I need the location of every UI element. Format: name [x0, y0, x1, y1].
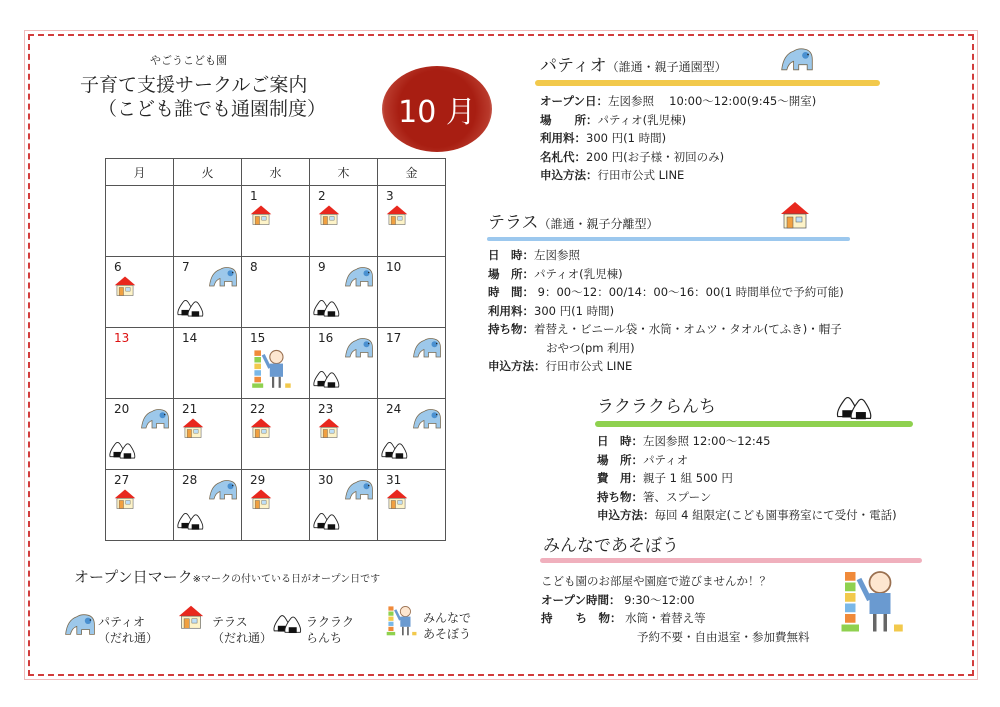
terrace-title: テラス	[488, 213, 539, 233]
onigiri-icon-graphic	[380, 439, 410, 459]
info-row	[597, 506, 897, 525]
day-number: 15	[250, 331, 266, 345]
legend-onigiri-icon	[272, 612, 304, 634]
terrace-subtitle: （誰通・親子分離型）	[538, 217, 659, 231]
onigiri-icon	[312, 510, 342, 530]
info-value: 行田市公式 LINE	[597, 168, 685, 182]
day-number: 28	[182, 473, 198, 487]
elephant-icon-graphic	[208, 265, 238, 288]
legend-label-line1: テラス	[212, 615, 248, 629]
elephant-icon-graphic	[344, 336, 374, 359]
children-playing-icon	[838, 565, 908, 635]
onigiri-icon	[176, 510, 206, 530]
info-value: 箸、スプーン	[643, 489, 712, 504]
info-row	[488, 339, 844, 358]
calendar-day-cell	[242, 257, 310, 328]
house-icon	[318, 417, 340, 439]
elephant-icon	[208, 265, 238, 288]
day-number: 22	[250, 402, 266, 416]
info-label: 申込方法：	[488, 359, 546, 373]
legend-label	[212, 614, 272, 646]
elephant-icon	[412, 407, 442, 430]
calendar-day-cell	[174, 186, 242, 257]
onigiri-icon-graphic	[312, 368, 342, 388]
legend-label	[423, 610, 471, 642]
elephant-icon	[344, 478, 374, 501]
house-icon-graphic	[182, 417, 204, 439]
calendar-day-cell	[106, 328, 174, 399]
info-value: パティオ	[643, 452, 689, 467]
terrace-info	[488, 246, 844, 376]
info-label: 日 時：	[488, 248, 534, 262]
day-number: 10	[386, 260, 402, 274]
onigiri-icon	[108, 439, 138, 459]
calendar-day-cell	[174, 257, 242, 328]
page-subtitle: （こども誰でも通園制度）	[98, 98, 327, 120]
house-icon	[250, 488, 272, 510]
legend-elephant-icon	[64, 612, 96, 636]
house-icon	[182, 417, 204, 439]
calendar-week	[106, 257, 446, 328]
play-title: みんなであそぼう	[543, 536, 679, 556]
house-icon-graphic	[780, 200, 810, 230]
info-label: オープン時間：	[541, 592, 621, 607]
calendar-day-cell	[106, 186, 174, 257]
calendar-day-cell	[310, 399, 378, 470]
house-icon	[114, 488, 136, 510]
info-value: 毎回 4 組限定(こども園事務室にて受付・電話)	[654, 508, 897, 522]
calendar-day-cell	[378, 399, 446, 470]
house-icon-graphic	[318, 417, 340, 439]
legend-label	[306, 614, 354, 646]
kid-icon-graphic	[838, 565, 908, 635]
day-number: 8	[250, 260, 258, 274]
info-value: 200 円(お子様・初回のみ)	[586, 149, 725, 164]
info-value: おやつ(pm 利用)	[546, 340, 635, 355]
house-icon	[114, 275, 136, 297]
elephant-icon-graphic	[412, 336, 442, 359]
info-row	[488, 357, 844, 376]
info-label: オープン日：	[540, 94, 608, 108]
elephant-icon	[208, 478, 238, 501]
info-row	[540, 166, 816, 185]
lunch-underline	[595, 421, 913, 427]
info-value: 親子 1 組 500 円	[643, 471, 733, 485]
day-number: 21	[182, 402, 198, 416]
info-value: 左図参照 10:00～12:00(9:45～開室)	[607, 94, 817, 108]
calendar-day-cell	[174, 328, 242, 399]
info-value: 着替え・ビニール袋・水筒・オムツ・タオル(てふき)・帽子	[534, 322, 842, 336]
day-number: 2	[318, 189, 326, 203]
house-icon-graphic	[114, 488, 136, 510]
elephant-icon-graphic	[780, 46, 814, 72]
day-number: 13	[114, 331, 130, 345]
patio-subtitle: （誰通・親子通園型）	[606, 60, 727, 74]
calendar-day-cell	[174, 399, 242, 470]
calendar-day-cell	[310, 186, 378, 257]
house-icon	[250, 204, 272, 226]
onigiri-icon	[312, 368, 342, 388]
day-number: 23	[318, 402, 334, 416]
elephant-icon-graphic	[140, 407, 170, 430]
onigiri-icon-graphic	[312, 297, 342, 317]
info-label: 申込方法：	[597, 508, 655, 522]
info-row	[540, 148, 816, 167]
elephant-icon	[140, 407, 170, 430]
patio-heading	[540, 56, 727, 76]
calendar-day-cell	[242, 399, 310, 470]
onigiri-icon	[380, 439, 410, 459]
terrace-heading	[488, 213, 659, 233]
calendar-day-cell	[378, 186, 446, 257]
legend-label	[98, 614, 158, 646]
day-number: 1	[250, 189, 258, 203]
calendar-day-cell	[106, 257, 174, 328]
onigiri-icon	[176, 297, 206, 317]
legend-label-line2: （だれ通）	[212, 631, 273, 645]
day-number: 24	[386, 402, 402, 416]
onigiri-icon-graphic	[176, 510, 206, 530]
house-icon	[318, 204, 340, 226]
legend-kid-icon	[385, 603, 419, 637]
info-label: 持ち物：	[597, 489, 643, 504]
day-number: 16	[318, 331, 334, 345]
info-row	[488, 265, 844, 284]
day-number: 6	[114, 260, 122, 274]
patio-info	[540, 92, 816, 185]
info-value: 9:30～12:00	[620, 592, 695, 607]
info-row	[541, 609, 810, 628]
house-icon-graphic	[250, 204, 272, 226]
day-number: 30	[318, 473, 334, 487]
play-info	[541, 572, 810, 646]
info-label: 場 所：	[540, 112, 598, 127]
weekday-header: 月	[106, 159, 174, 186]
terrace-underline	[487, 237, 850, 241]
day-number: 7	[182, 260, 190, 274]
house-icon-graphic	[250, 488, 272, 510]
kid-icon	[250, 346, 294, 390]
onigiri-icon-graphic	[835, 393, 875, 420]
info-value: 9：00～12：00/14：00～16：00(1 時間単位で予約可能)	[534, 285, 844, 299]
page-title: 子育て支援サークルご案内	[80, 74, 308, 96]
onigiri-icon-graphic	[108, 439, 138, 459]
info-label: 日 時：	[597, 434, 643, 448]
info-row	[597, 432, 897, 451]
weekday-header: 水	[242, 159, 310, 186]
play-intro: こども園のお部屋や園庭で遊びませんか！？	[541, 574, 771, 588]
info-value: パティオ(乳児棟)	[534, 266, 623, 281]
legend-label-line2: あそぼう	[423, 627, 472, 641]
day-number: 14	[182, 331, 198, 345]
calendar-day-cell	[378, 470, 446, 541]
info-row	[540, 111, 816, 130]
elephant-icon	[344, 336, 374, 359]
elephant-icon-graphic	[64, 612, 96, 636]
info-label: 持ち物：	[488, 322, 534, 336]
info-label: 時 間：	[488, 285, 534, 299]
info-label: 持 ち 物：	[541, 611, 622, 625]
patio-underline	[535, 80, 880, 86]
info-row	[488, 302, 844, 321]
weekday-header: 金	[378, 159, 446, 186]
elephant-icon-graphic	[208, 478, 238, 501]
info-label: 利用料：	[488, 303, 534, 318]
house-icon-graphic	[386, 488, 408, 510]
onigiri-icon-graphic	[312, 510, 342, 530]
elephant-icon	[344, 265, 374, 288]
kid-icon-graphic	[250, 346, 294, 390]
info-row	[488, 320, 844, 339]
calendar-day-cell	[310, 257, 378, 328]
legend-label-line1: みんなで	[423, 611, 472, 625]
play-underline	[540, 558, 922, 563]
house-icon-graphic	[114, 275, 136, 297]
info-row	[541, 591, 810, 610]
day-number: 27	[114, 473, 130, 487]
legend-label-line2: らんち	[306, 631, 343, 645]
info-label: 名札代：	[540, 149, 586, 164]
house-icon-graphic	[386, 204, 408, 226]
calendar-week	[106, 399, 446, 470]
info-value: 水筒・着替え等	[621, 611, 706, 625]
day-number: 9	[318, 260, 326, 274]
house-icon-graphic	[318, 204, 340, 226]
legend-house-icon	[178, 604, 204, 630]
legend-note: ※マークの付いている日がオープン日です	[192, 574, 381, 585]
onigiri-icon	[312, 297, 342, 317]
lunch-info	[597, 432, 897, 525]
info-label: 場 所：	[488, 266, 534, 281]
house-icon	[780, 200, 810, 230]
info-row	[597, 451, 897, 470]
play-note: 予約不要・自由退室・参加費無料	[637, 629, 810, 644]
school-name: やごうこども園	[150, 54, 227, 67]
weekday-header: 木	[310, 159, 378, 186]
legend-label-line1: ラクラク	[306, 615, 355, 629]
day-number: 20	[114, 402, 130, 416]
legend-label-line1: パティオ	[98, 615, 146, 629]
day-number: 3	[386, 189, 394, 203]
info-row	[540, 129, 816, 148]
info-label: 費 用：	[597, 471, 643, 485]
onigiri-icon	[835, 393, 875, 420]
calendar-day-cell	[310, 470, 378, 541]
calendar-day-cell	[242, 186, 310, 257]
info-value: 左図参照 12:00～12:45	[643, 434, 771, 448]
lunch-title: ラクラクらんち	[597, 397, 716, 417]
elephant-icon	[412, 336, 442, 359]
elephant-icon-graphic	[412, 407, 442, 430]
kid-icon-graphic	[385, 603, 419, 637]
legend-label-line2: （だれ通）	[98, 631, 159, 645]
info-value: 行田市公式 LINE	[545, 359, 633, 373]
info-label: 場 所：	[597, 452, 643, 467]
calendar-day-cell	[378, 328, 446, 399]
house-icon	[250, 417, 272, 439]
legend-heading: オープン日マーク	[74, 568, 193, 586]
info-row	[488, 246, 844, 265]
calendar-week	[106, 186, 446, 257]
onigiri-icon-graphic	[176, 297, 206, 317]
calendar	[105, 158, 446, 541]
info-value: 300 円(1 時間)	[534, 303, 615, 318]
info-row	[488, 283, 844, 302]
calendar-week	[106, 328, 446, 399]
elephant-icon-graphic	[344, 478, 374, 501]
calendar-day-cell	[174, 470, 242, 541]
info-label: 利用料：	[540, 131, 586, 145]
calendar-day-cell	[106, 399, 174, 470]
info-row	[597, 469, 897, 488]
day-number: 31	[386, 473, 402, 487]
house-icon-graphic	[250, 417, 272, 439]
elephant-icon	[780, 46, 814, 72]
house-icon	[386, 204, 408, 226]
calendar-day-cell	[106, 470, 174, 541]
info-label: 申込方法：	[540, 168, 598, 182]
patio-title: パティオ	[540, 56, 607, 76]
info-row	[597, 488, 897, 507]
calendar-day-cell	[242, 328, 310, 399]
calendar-day-cell	[378, 257, 446, 328]
info-row	[540, 92, 816, 111]
calendar-week	[106, 470, 446, 541]
house-icon-graphic	[178, 604, 204, 630]
calendar-day-cell	[310, 328, 378, 399]
info-value: パティオ(乳児棟)	[597, 112, 687, 127]
day-number: 17	[386, 331, 402, 345]
house-icon	[386, 488, 408, 510]
info-value: 左図参照	[534, 248, 580, 262]
calendar-day-cell	[242, 470, 310, 541]
day-number: 29	[250, 473, 266, 487]
weekday-header: 火	[174, 159, 242, 186]
month-badge: 10 月	[382, 66, 492, 152]
legend-title	[74, 566, 380, 587]
onigiri-icon-graphic	[272, 612, 304, 634]
elephant-icon-graphic	[344, 265, 374, 288]
info-value: 300 円(1 時間)	[586, 131, 667, 145]
